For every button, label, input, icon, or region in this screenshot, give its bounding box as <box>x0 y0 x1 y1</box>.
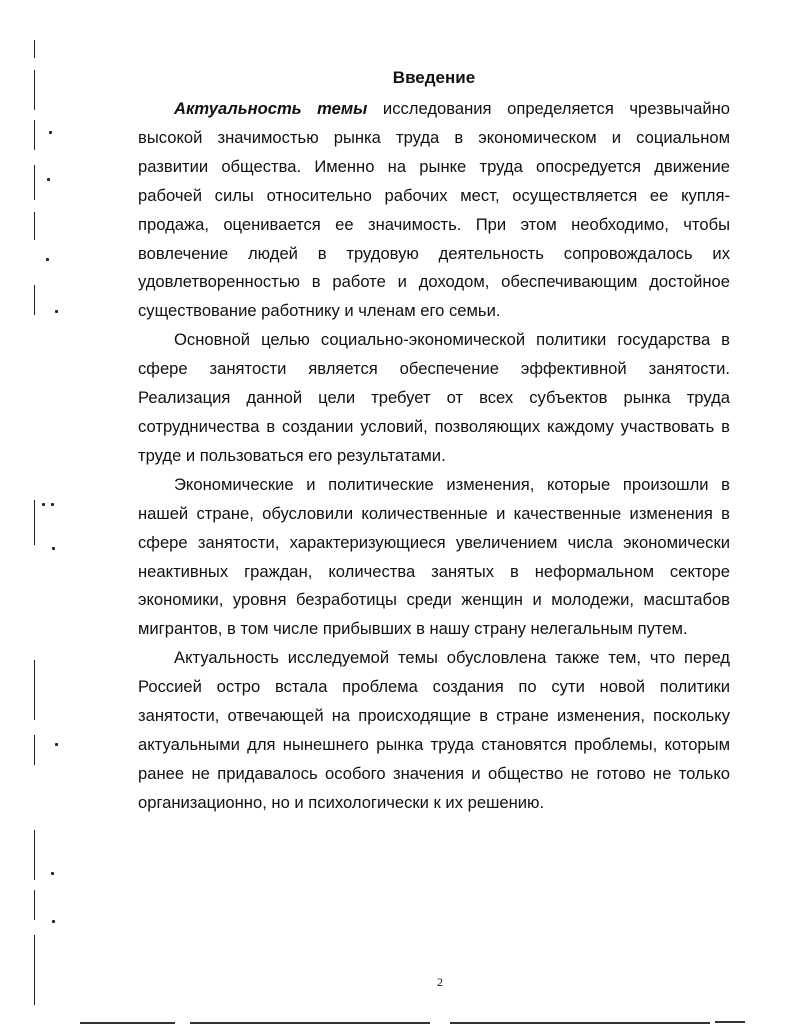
paragraph-3: Экономические и политические изменения, которые произошли в нашей стране, обусловили количественные и качественные изменения в сфере занятости, характеризующиеся увеличением числа экономически неактивных граждан, количества занятых в неформальном секторе экономики, уровня безработицы среди женщин и молодежи, масштабов мигрантов, в том числе прибывших в нашу страну нелегальным путем. <box>138 474 730 639</box>
paragraph-2: Основной целью социально-экономической политики государства в сфере занятости является обеспечение эффективной занятости. Реализация данной цели требует от всех субъектов рынка труда сотрудничества в создании условий, позволяющих каждому участвовать в труде и пользоваться его результатами. <box>138 330 730 465</box>
paragraph-4: Актуальность исследуемой темы обусловлена также тем, что перед Россией остро встала проблема создания по сути новой политики занятости, отвечающей на происходящие в стране изменения, поскольку актуальными для нынешнего рынка труда становятся проблемы, которым ранее не придавалось особого значения и общество не готово не только организационно, но и психологически к их решению. <box>138 648 730 812</box>
page-number: 2 <box>437 975 443 989</box>
page-title: Введение <box>392 68 476 87</box>
body-text <box>138 95 730 818</box>
paragraph-1-text: исследования определяется чрезвычайно высокой значимостью рынка труда в экономическом и социальном развитии общества. Именно на рынке труда опосредуется движение рабочей силы относительно рабочих мест, осуществляется ее купля-продажа, оценивается ее значимость. При этом необходимо, чтобы вовлечение людей в трудовую деятельность сопровождалось их удовлетворенностью в работе и доходом, обеспечивающим достойное существование работнику и членам его семьи. <box>138 99 731 321</box>
paragraph-1 <box>138 95 730 326</box>
topic-relevance-lead: Актуальность темы <box>174 99 368 118</box>
